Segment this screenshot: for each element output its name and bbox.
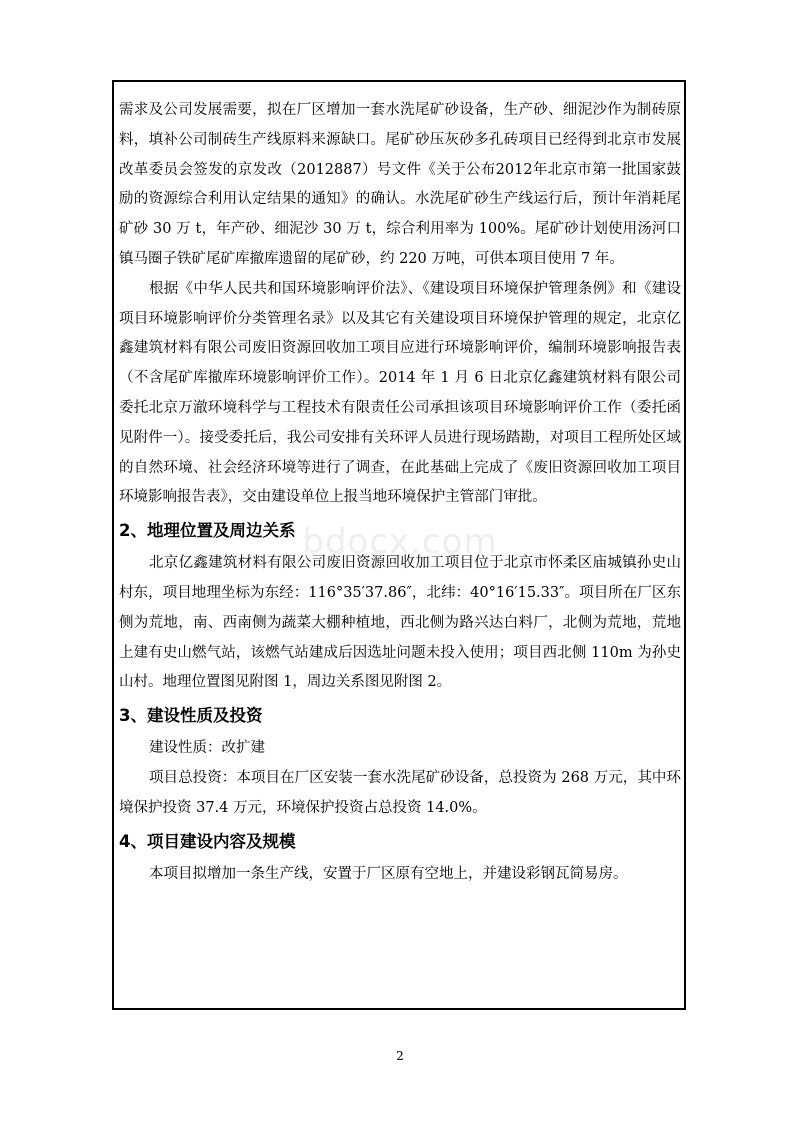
section-heading-location: 2、地理位置及周边关系 [119,521,296,541]
document-body [119,96,681,889]
section-heading-investment: 3、建设性质及投资 [119,706,263,726]
paragraph-background: 需求及公司发展需要，拟在厂区增加一套水洗尾矿砂设备，生产砂、细泥沙作为制砖原料，填补公司制砖生产线原料来源缺口。尾矿砂压灰砂多孔砖项目已经得到北京市发展改革委员会签发的京发改（2012887）号文件《关于公布2012年北京市第一批国家鼓励的资源综合利用认定结果的通知》的确认。水洗尾矿砂生产线运行后，预计年消耗尾矿砂 30 万 t，年产砂、细泥沙 30 万 t，综合利用率为 100%。尾矿砂计划使用汤河口镇马圈子铁矿尾矿库撤库遗留的尾矿砂，约 220 万吨，可供本项目使用 7 年。 [119,102,681,267]
watermark: bdocx.com [302,522,498,562]
paragraph-location: 北京亿鑫建筑材料有限公司废旧资源回收加工项目位于北京市怀柔区庙城镇孙史山村东，项目地理坐标为东经：116°35′37.86″，北纬：40°16′15.33″。项目所在厂区东侧为荒地，南、西南侧为蔬菜大棚种植地，西北侧为路兴达白料厂，北侧为荒地，荒地上建有史山燃气站，该燃气站建成后因选址问题未投入使用；项目西北侧 110m 为孙史山村。地理位置图见附图 1，周边关系图见附图 2。 [119,555,681,691]
paragraph-total-investment: 项目总投资：本项目在厂区安装一套水洗尾矿砂设备，总投资为 268 万元，其中环境保护投资 37.4 万元，环境保护投资占总投资 14.0%。 [119,769,681,816]
paragraph-legal-basis: 根据《中华人民共和国环境影响评价法》、《建设项目环境保护管理条例》和《建设项目环境影响评价分类管理名录》以及其它有关建设项目环境保护管理的规定，北京亿鑫建筑材料有限公司废旧资源回收加工项目应进行环境影响评价，编制环境影响报告表（不含尾矿库撤库环境影响评价工作）。2014 年 1 月 6 日北京亿鑫建筑材料有限公司委托北京万澈环境科学与工程技术有限责任公司承担该项目环境影响评价工作（委托函见附件一）。接受委托后，我公司安排有关环评人员进行现场踏勘，对项目工程所处区域的自然环境、社会经济环境等进行了调查，在此基础上完成了《废旧资源回收加工项目环境影响报告表》，交由建设单位上报当地环境保护主管部门审批。 [119,280,681,506]
section-heading-scale: 4、项目建设内容及规模 [119,831,296,851]
page-number: 2 [396,1049,404,1063]
paragraph-construction-nature: 建设性质：改扩建 [149,740,265,757]
paragraph-scale: 本项目拟增加一条生产线，安置于厂区原有空地上，并建设彩钢瓦简易房。 [149,865,628,882]
